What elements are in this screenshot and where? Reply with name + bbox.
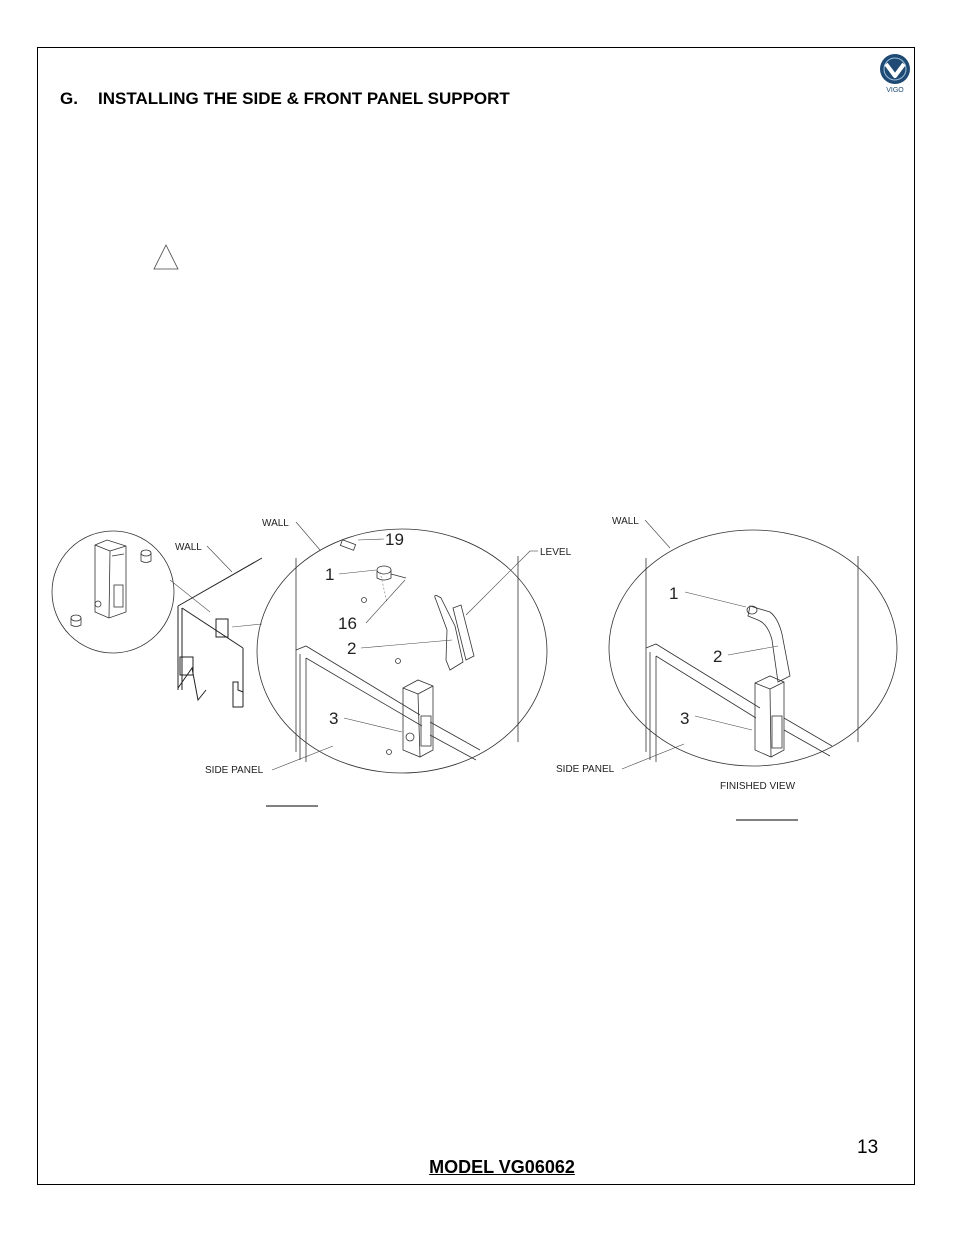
side-panel-label-left: SIDE PANEL: [205, 765, 264, 776]
wall-label-main: WALL: [262, 518, 289, 529]
wall-label-detail: WALL: [175, 542, 202, 553]
detail-leader-2: [232, 624, 262, 627]
callout-2-right: 2: [713, 647, 723, 666]
detail-circle-finished: [609, 530, 897, 766]
callout-19: 19: [385, 530, 404, 549]
finished-view-label: FINISHED VIEW: [720, 781, 796, 792]
callout-3-left: 3: [329, 709, 339, 728]
level-label: LEVEL: [540, 547, 572, 558]
model-title: MODEL VG06062: [429, 1157, 575, 1177]
detail-leader: [170, 580, 210, 612]
callout-1-right: 1: [669, 584, 679, 603]
detail-circle-small: [52, 531, 174, 653]
section-letter: G.: [60, 89, 78, 108]
section-title: INSTALLING THE SIDE & FRONT PANEL SUPPORT: [98, 89, 510, 108]
page-number: 13: [857, 1137, 879, 1158]
callout-16: 16: [338, 614, 357, 633]
model-title-wrap: [0, 1157, 954, 1178]
shower-corner-overview: [178, 558, 262, 707]
logo-text: VIGO: [886, 87, 904, 94]
wall-label-right: WALL: [612, 516, 639, 527]
callout-2-left: 2: [347, 639, 357, 658]
detail-circle-large: [257, 529, 547, 773]
callout-1-left: 1: [325, 565, 335, 584]
side-panel-label-right: SIDE PANEL: [556, 764, 615, 775]
callout-3-right: 3: [680, 709, 690, 728]
